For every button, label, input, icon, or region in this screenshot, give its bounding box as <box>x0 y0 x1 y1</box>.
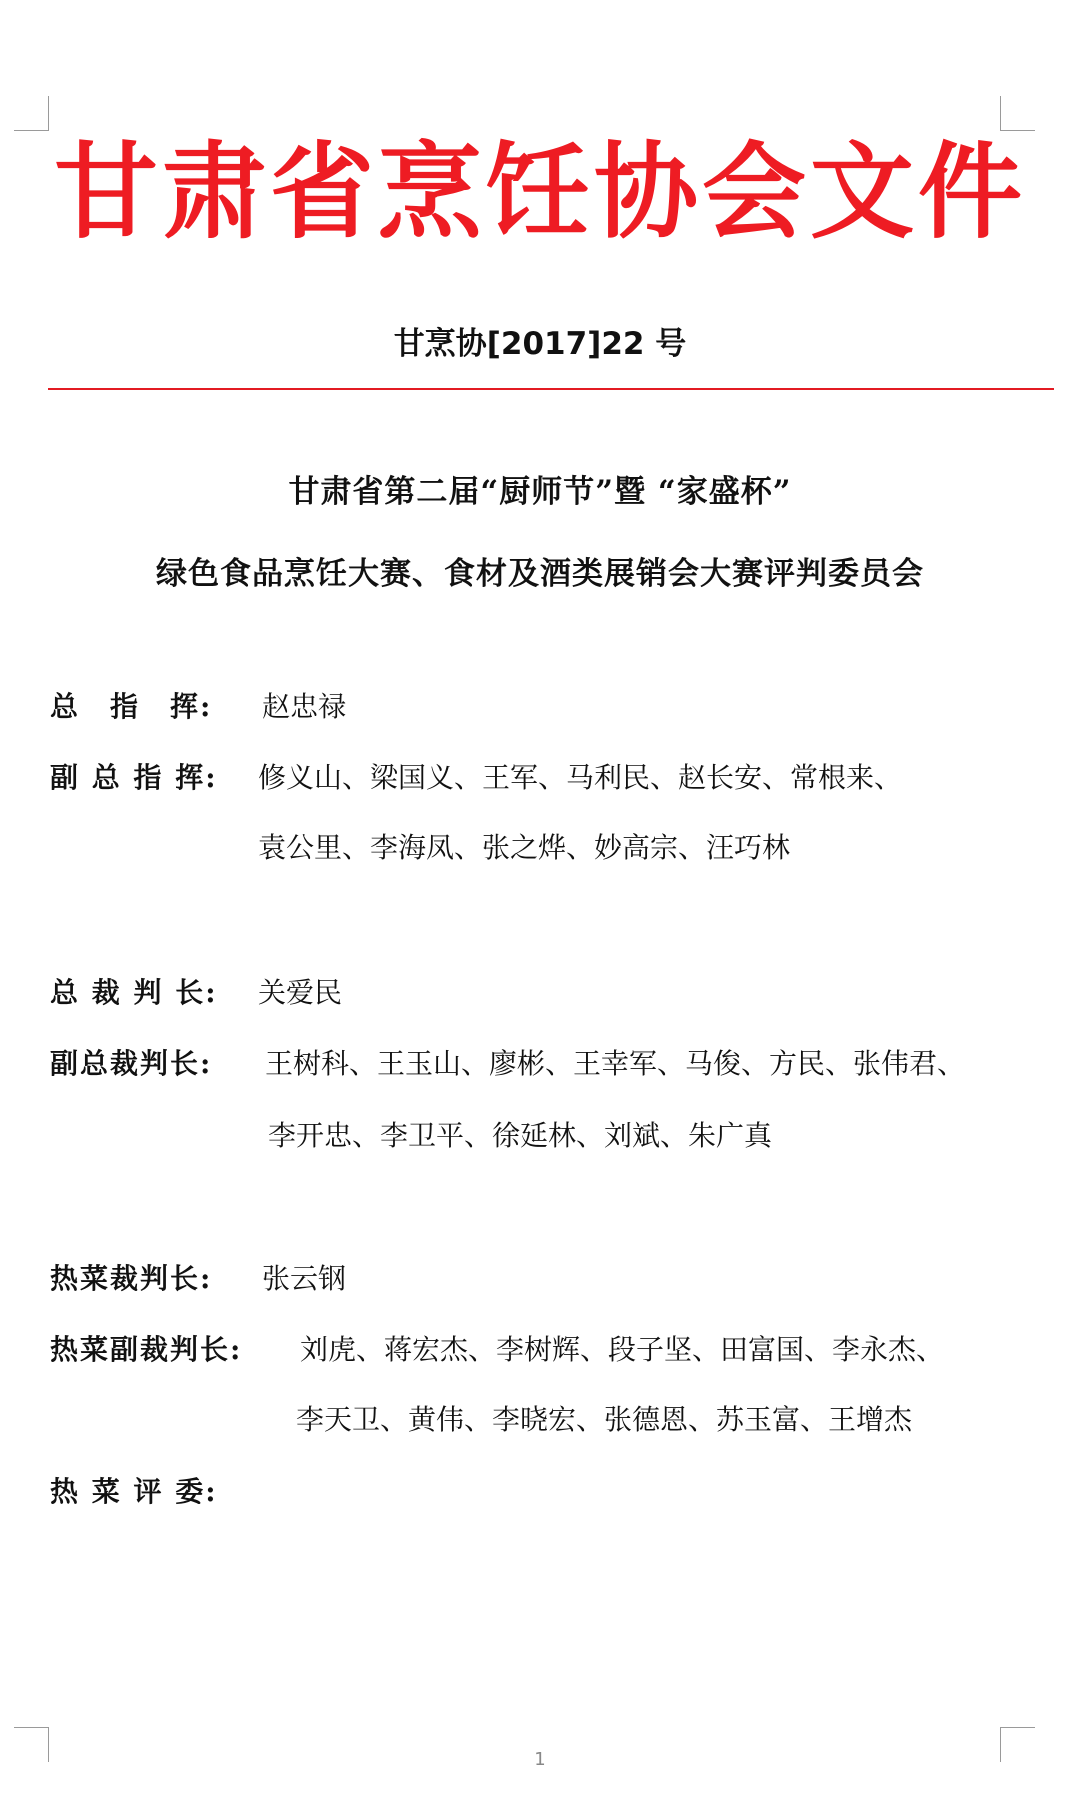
deputy-chief-judge-label: 副总裁判长: <box>50 1047 213 1080</box>
crop-mark-top-left <box>14 96 49 131</box>
chief-judge-row <box>50 976 218 1009</box>
deputy-chief-judge-names-line2: 李开忠、李卫平、徐延林、刘斌、朱广真 <box>268 1119 773 1152</box>
document-title-line2: 绿色食品烹饪大赛、食材及酒类展销会大赛评判委员会 <box>156 556 924 592</box>
hot-dish-deputy-judge-names-line1: 刘虎、蒋宏杰、李树辉、段子坚、田富国、李永杰、 <box>300 1333 945 1366</box>
document-number: 甘烹协[2017]22 号 <box>393 326 687 362</box>
deputy-chief-judge-names-line1: 王树科、王玉山、廖彬、王幸军、马俊、方民、张伟君、 <box>265 1047 966 1080</box>
chief-judge-label: 总 裁 判 长: <box>50 976 218 1009</box>
deputy-commander-label: 副 总 指 挥: <box>50 761 218 794</box>
page-number: 1 <box>534 1749 546 1770</box>
hot-dish-chief-judge-names: 张云钢 <box>262 1262 347 1295</box>
red-divider-line <box>48 388 1054 390</box>
document-title-line1: 甘肃省第二届“厨师节”暨 “家盛杯” <box>288 474 792 510</box>
commander-row <box>50 690 213 723</box>
document-masthead: 甘肃省烹饪协会文件 <box>53 131 1026 253</box>
hot-dish-chief-judge-row <box>50 1262 213 1295</box>
commander-label: 总 指 挥: <box>50 690 213 723</box>
deputy-commander-row <box>50 761 218 794</box>
hot-dish-judges-row <box>50 1475 218 1508</box>
hot-dish-judges-label: 热 菜 评 委: <box>50 1475 218 1508</box>
hot-dish-chief-judge-label: 热菜裁判长: <box>50 1262 213 1295</box>
hot-dish-deputy-judge-names-line2: 李天卫、黄伟、李晓宏、张德恩、苏玉富、王增杰 <box>296 1403 913 1436</box>
chief-judge-names: 关爱民 <box>258 976 343 1009</box>
deputy-chief-judge-row <box>50 1047 213 1080</box>
crop-mark-top-right <box>1000 96 1035 131</box>
deputy-commander-names-line2: 袁公里、李海凤、张之烨、妙高宗、汪巧林 <box>258 831 791 864</box>
deputy-commander-names-line1: 修义山、梁国义、王军、马利民、赵长安、常根来、 <box>258 761 903 794</box>
commander-names: 赵忠禄 <box>262 690 347 723</box>
hot-dish-deputy-judge-row <box>50 1333 243 1366</box>
hot-dish-deputy-judge-label: 热菜副裁判长: <box>50 1333 243 1366</box>
